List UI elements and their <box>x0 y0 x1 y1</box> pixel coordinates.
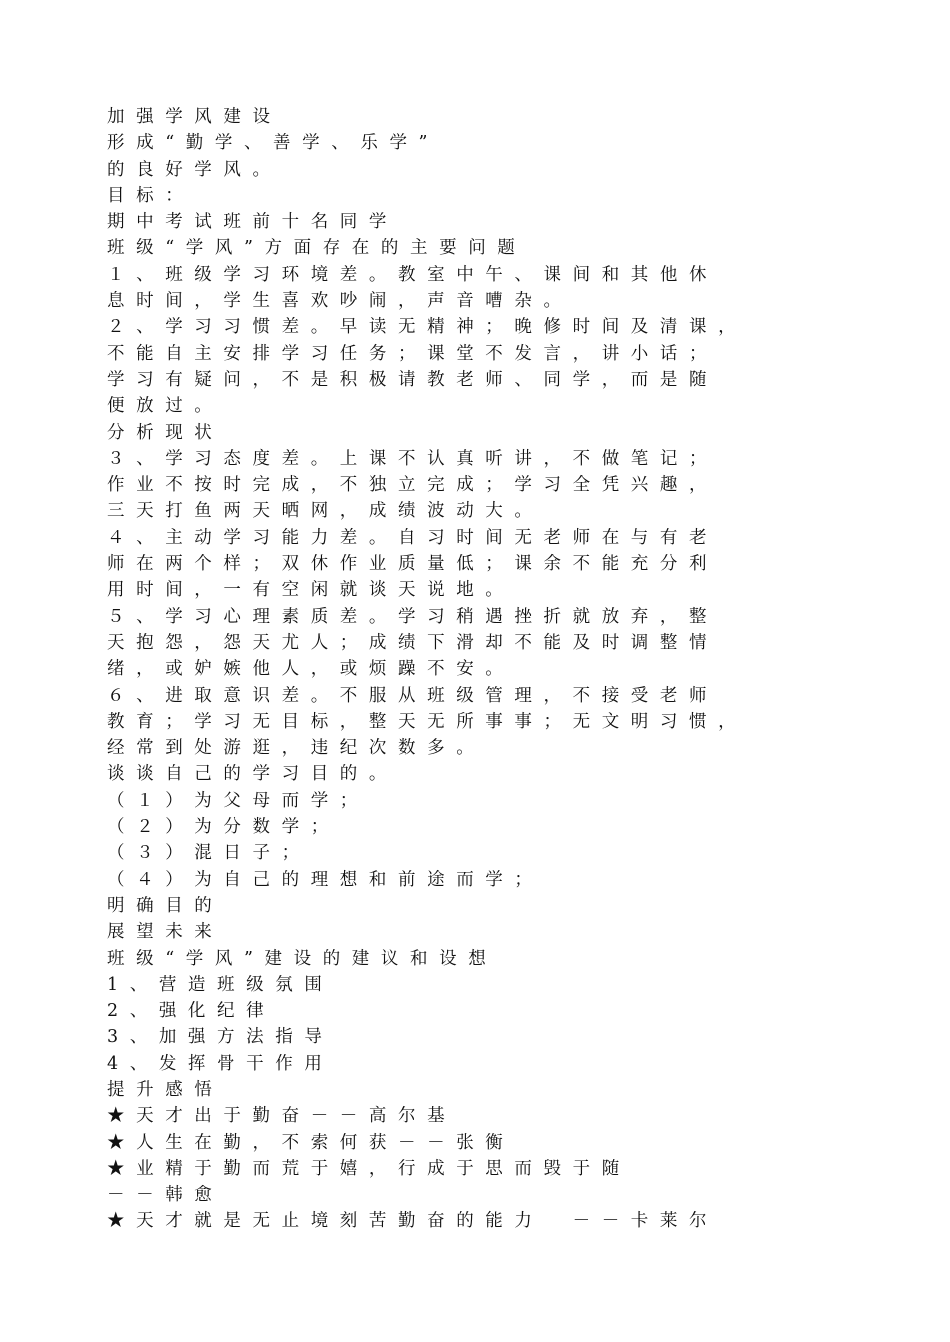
problem-item: 便放过。 <box>107 396 224 417</box>
document-body <box>107 104 867 1235</box>
text-line: 期中考试班前十名同学 <box>107 212 398 233</box>
suggestion-item: 3、加强方法指导 <box>107 1027 334 1048</box>
problem-item: 三天打鱼两天晒网，成绩波动大。 <box>107 501 544 522</box>
quote-item: ★天才出于勤奋－－高尔基 <box>107 1106 457 1127</box>
problem-item: 作业不按时完成，不独立完成；学习全凭兴趣， <box>107 475 719 496</box>
subtitle-line: 形成“勤学、善学、乐学” <box>107 133 440 154</box>
section-heading: 明确目的 <box>107 895 224 916</box>
purpose-item: （３）混日子； <box>107 843 311 864</box>
section-heading: 目标： <box>107 185 195 206</box>
problem-item: ６、进取意识差。不服从班级管理，不接受老师 <box>107 685 719 706</box>
section-heading: 班级“学风”方面存在的主要问题 <box>107 238 527 259</box>
problem-item: 师在两个样；双休作业质量低；课余不能充分利 <box>107 554 719 575</box>
purpose-item: （２）为分数学； <box>107 817 340 838</box>
problem-item: 学习有疑问，不是积极请教老师、同学，而是随 <box>107 369 719 390</box>
problem-item: 天抱怨，怨天尤人；成绩下滑却不能及时调整情 <box>107 632 719 653</box>
purpose-item: （４）为自己的理想和前途而学； <box>107 869 544 890</box>
subtitle-line: 的良好学风。 <box>107 159 282 180</box>
problem-item: ２、学习习惯差。早读无精神；晚修时间及清课， <box>107 317 748 338</box>
problem-item: １、班级学习环境差。教室中午、课间和其他休 <box>107 264 719 285</box>
problem-item: 息时间，学生喜欢吵闹，声音嘈杂。 <box>107 291 573 312</box>
section-heading: 分析现状 <box>107 422 224 443</box>
quote-item: ★业精于勤而荒于嬉，行成于思而毁于随 <box>107 1158 631 1179</box>
problem-item: ４、主动学习能力差。自习时间无老师在与有老 <box>107 527 719 548</box>
section-heading: 班级“学风”建设的建议和设想 <box>107 948 498 969</box>
section-heading: 提升感悟 <box>107 1079 224 1100</box>
purpose-item: （１）为父母而学； <box>107 790 369 811</box>
quote-item: ★天才就是无止境刻苦勤奋的能力 －－卡莱尔 <box>107 1211 719 1232</box>
quote-item: ★人生在勤，不索何获－－张衡 <box>107 1132 515 1153</box>
problem-item: 不能自主安排学习任务；课堂不发言，讲小话； <box>107 343 719 364</box>
problem-item: 绪，或妒嫉他人，或烦躁不安。 <box>107 659 515 680</box>
suggestion-item: 4、发挥骨干作用 <box>107 1053 334 1074</box>
title-line: 加强学风建设 <box>107 107 282 127</box>
problem-item: 教育；学习无目标，整天无所事事；无文明习惯， <box>107 711 748 732</box>
problem-item: ３、学习态度差。上课不认真听讲，不做笔记； <box>107 448 719 469</box>
suggestion-item: 1、营造班级氛围 <box>107 974 334 995</box>
problem-item: 用时间，一有空闲就谈天说地。 <box>107 580 515 601</box>
problem-item: 经常到处游逛，违纪次数多。 <box>107 738 486 759</box>
problem-item: ５、学习心理素质差。学习稍遇挫折就放弃，整 <box>107 606 719 627</box>
section-heading: 展望未来 <box>107 922 224 943</box>
suggestion-item: 2、强化纪律 <box>107 1001 276 1022</box>
quote-item: －－韩愈 <box>107 1185 224 1206</box>
section-heading: 谈谈自己的学习目的。 <box>107 764 398 785</box>
